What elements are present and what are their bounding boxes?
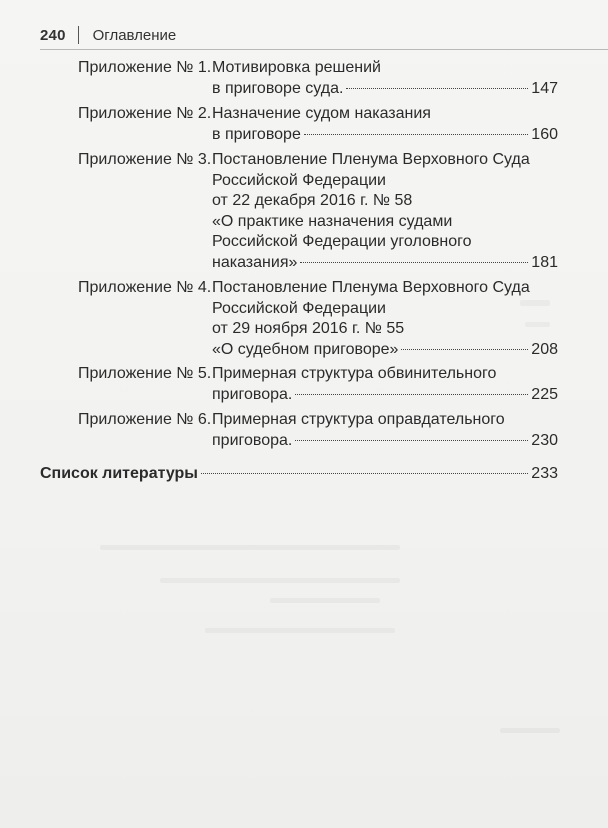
toc-entry-label: Приложение № 4. — [78, 279, 212, 296]
toc-title-last-line — [212, 125, 558, 146]
toc-title-line: Постановление Пленума Верховного Суда — [212, 151, 530, 168]
toc-entry-title — [212, 58, 558, 99]
toc-title-line: приговора. — [212, 385, 293, 403]
toc-title-line: наказания» — [212, 253, 298, 271]
toc-page-number: 147 — [531, 79, 558, 97]
toc-page-number: 233 — [531, 465, 558, 482]
toc-entry-bibliography — [40, 464, 558, 485]
dot-leader — [304, 134, 528, 135]
dot-leader — [300, 262, 528, 263]
show-through-mark — [160, 578, 400, 583]
toc-entry-label: Приложение № 5. — [78, 365, 212, 382]
toc-entry-title — [212, 278, 558, 360]
show-through-mark — [500, 728, 560, 733]
toc-page-number: 160 — [531, 125, 558, 143]
toc-title-line: «О практике назначения судами — [212, 212, 453, 230]
toc-entry-label: Приложение № 3. — [78, 151, 212, 168]
toc-title-last-line — [212, 340, 558, 361]
toc-entry-title — [212, 364, 558, 405]
section-title: Оглавление — [92, 26, 177, 44]
toc-title-line: Российской Федерации — [212, 171, 386, 189]
page-number: 240 — [40, 26, 66, 44]
dot-leader — [346, 88, 528, 89]
toc-title-line: Российской Федерации уголовного — [212, 233, 472, 250]
toc-entry-title — [212, 104, 558, 145]
toc-title-last-line — [212, 431, 558, 452]
toc-title-line: в приговоре суда. — [212, 79, 344, 97]
bibliography-label: Список литературы — [40, 465, 198, 482]
toc-title-line: Российской Федерации — [212, 299, 386, 317]
toc-title-line: от 22 декабря 2016 г. № 58 — [212, 192, 413, 209]
toc-title-last-line — [212, 253, 558, 274]
dot-leader — [295, 394, 528, 395]
dot-leader — [401, 349, 528, 350]
show-through-mark — [270, 598, 380, 603]
toc-title-line: Мотивировка решений — [212, 59, 381, 76]
toc-title-line: «О судебном приговоре» — [212, 340, 399, 358]
dot-leader — [201, 473, 528, 474]
show-through-mark — [100, 545, 400, 550]
toc-page-number: 181 — [531, 253, 558, 271]
toc-title-line: Примерная структура обвинительного — [212, 365, 497, 382]
toc-entry-title — [212, 410, 558, 451]
toc-entry-label: Приложение № 6. — [78, 411, 212, 428]
toc-title-line: в приговоре — [212, 125, 301, 143]
toc-title-last-line — [212, 385, 558, 406]
running-header — [40, 24, 176, 46]
toc-page-number: 225 — [531, 385, 558, 403]
dot-leader — [295, 440, 528, 441]
toc-title-line: от 29 ноября 2016 г. № 55 — [212, 320, 405, 337]
toc-page-number: 230 — [531, 431, 558, 449]
toc-entry-title — [212, 150, 558, 273]
toc-title-last-line — [212, 79, 558, 100]
toc-title-line: Постановление Пленума Верховного Суда — [212, 279, 530, 296]
toc-entry-label: Приложение № 2. — [78, 105, 212, 122]
header-separator — [78, 26, 79, 44]
show-through-mark — [205, 628, 395, 633]
toc-title-line: Примерная структура оправдательного — [212, 411, 505, 428]
toc-entry-label: Приложение № 1. — [78, 59, 212, 76]
toc-page-number: 208 — [531, 340, 558, 358]
header-rule — [40, 49, 608, 50]
toc-title-line: приговора. — [212, 431, 293, 449]
toc-title-line: Назначение судом наказания — [212, 105, 431, 122]
